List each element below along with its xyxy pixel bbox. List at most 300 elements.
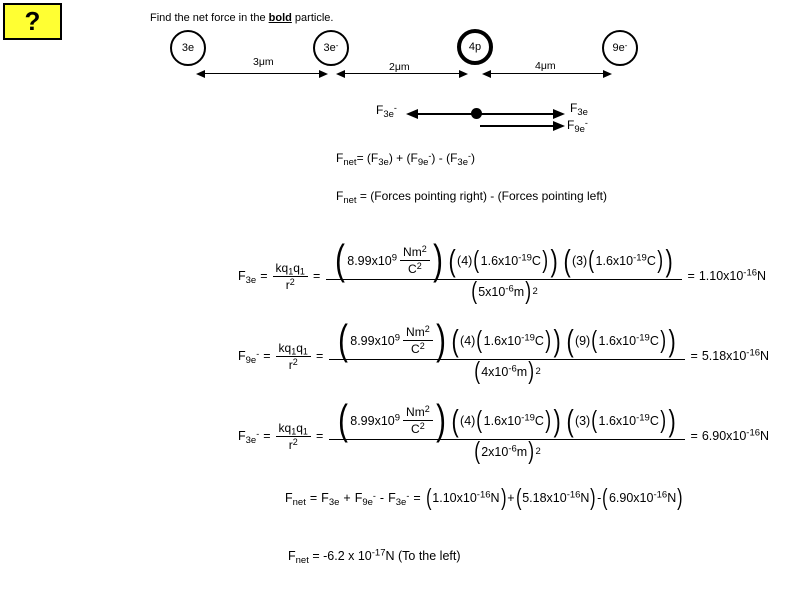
value-2 (522, 491, 589, 505)
e-exponent: -19 (521, 412, 535, 424)
e-mantissa: 1.6x10 (483, 333, 522, 348)
kq: kq (275, 260, 289, 275)
arrowhead-right-icon (553, 109, 565, 119)
coulomb-unit: C (531, 253, 541, 268)
equals-sign: = (315, 349, 324, 363)
e-exponent: -19 (521, 332, 535, 344)
meter-unit: m (516, 444, 528, 459)
coulomb-equation-f3e-minus (238, 396, 769, 476)
q: q (296, 340, 303, 355)
r: r (285, 277, 290, 292)
close-paren: ) (435, 396, 446, 444)
problem-title (150, 12, 333, 24)
coulomb-constant-term (333, 236, 444, 284)
lhs-force (238, 349, 260, 366)
coulomb-unit: C (649, 333, 659, 348)
C: C (408, 262, 417, 277)
force-symbol: F (370, 151, 379, 165)
charge-count: (4) (460, 333, 476, 348)
exponent-2: 2 (419, 341, 425, 352)
close-paren: ) (668, 322, 676, 358)
open-paren: ( (563, 242, 571, 278)
open-paren: ( (591, 405, 598, 434)
q: q (296, 420, 303, 435)
exponent: -16 (566, 489, 581, 501)
r-squared-denominator (289, 437, 298, 452)
equation-text: = (Forces pointing right) - (Forces pointing left) (356, 189, 607, 203)
result-exponent: -16 (743, 267, 758, 279)
k-mantissa: 8.99x10 (350, 333, 395, 348)
close-paren: ) (553, 322, 562, 358)
title-bold-word: bold (268, 12, 292, 24)
distance-value (478, 285, 524, 299)
open-paren: ( (425, 484, 432, 511)
net-force-equation-words (336, 189, 607, 206)
result-mantissa: 5.18x10 (701, 349, 747, 363)
sub-1: 1 (291, 426, 297, 436)
newton-unit: N (760, 429, 770, 443)
fraction-denominator: ( $5x10^{-6}m$ ) 2 (471, 277, 538, 306)
distance-value (481, 445, 527, 459)
particle-symbol: 3e (323, 42, 336, 54)
force-subscript: 9e (417, 157, 429, 168)
newton-unit: N (490, 491, 500, 505)
fraction-denominator: ( $4x10^{-6}m$ ) 2 (474, 357, 541, 386)
newton-meter-squared (400, 245, 430, 261)
close-paren: ) (528, 437, 535, 466)
e-mantissa: 1.6x10 (598, 333, 637, 348)
close-paren: ) (553, 402, 562, 438)
equals-sign: = (260, 269, 268, 283)
plus-sign: + (343, 491, 351, 505)
e-exponent: -19 (636, 412, 650, 424)
distance-arrow-2um (336, 69, 468, 78)
force-symbol: F (288, 549, 296, 563)
particle-dot (471, 108, 482, 119)
r: r (288, 437, 293, 452)
charge-count: (3) (571, 253, 588, 268)
force-symbol: F (570, 101, 578, 115)
fraction-numerator (326, 236, 681, 284)
elementary-charge (599, 334, 659, 348)
newton-unit: N (760, 349, 770, 363)
coulomb-squared (411, 421, 425, 436)
newton-unit: N (580, 491, 590, 505)
C: C (411, 342, 420, 357)
distance-arrow-4um (482, 69, 612, 78)
minus-sign: - (379, 491, 385, 505)
answer-value: = -6.2 x 10 (308, 549, 372, 563)
k-exponent: 9 (391, 252, 398, 264)
k-units-fraction (403, 405, 433, 436)
force-subscript: net (295, 555, 309, 566)
force-symbol: F (354, 491, 363, 505)
force-charge-sign: - (584, 118, 588, 128)
arrowhead-right-icon (459, 70, 468, 78)
kq1q1-numerator (276, 341, 311, 357)
force-charge-sign: - (372, 491, 376, 501)
k-value (347, 254, 397, 268)
elementary-charge (481, 254, 541, 268)
operator-text: ) (471, 151, 475, 165)
open-paren: ( (588, 245, 595, 274)
result-exponent: -16 (746, 347, 761, 359)
answer-unit-direction: N (To the left) (385, 549, 461, 563)
mantissa: 1.10x10 (432, 491, 477, 505)
particle-3e-minus (313, 30, 349, 66)
close-paren: ) (665, 242, 673, 278)
elementary-charge (484, 414, 544, 428)
charge-count: (9) (574, 333, 591, 348)
force-subscript: 3e (383, 109, 394, 120)
force-symbol: F (238, 269, 246, 283)
equals-sign: = (690, 429, 698, 443)
force-charge-sign: - (406, 491, 410, 501)
exponent-2: 2 (424, 404, 430, 415)
open-paren: ( (515, 484, 522, 511)
force-symbol: F (450, 151, 458, 165)
operator-text: ) + ( (388, 151, 411, 165)
force-label-f3e-minus (376, 103, 397, 120)
arrowhead-right-icon (319, 70, 328, 78)
close-paren: ) (525, 277, 532, 306)
force-charge-sign: - (428, 151, 432, 161)
sub-1: 1 (302, 346, 308, 356)
e-exponent: -19 (633, 252, 647, 264)
newton-unit: N (757, 269, 767, 283)
f9e-term (354, 491, 376, 508)
fraction-denominator: ( $2x10^{-6}m$ ) 2 (474, 437, 541, 466)
force-subscript: 3e (577, 107, 588, 118)
open-paren: ( (338, 316, 349, 364)
help-button[interactable] (3, 3, 62, 40)
elementary-charge (596, 254, 656, 268)
value-1 (432, 491, 499, 505)
close-paren: ) (432, 236, 443, 284)
open-paren: ( (338, 396, 349, 444)
result-value (702, 349, 769, 363)
close-paren: ) (545, 325, 552, 354)
lhs-force (238, 269, 257, 286)
close-paren: ) (660, 325, 666, 354)
particle-4p-bold (457, 29, 493, 65)
e-mantissa: 1.6x10 (595, 253, 634, 268)
coulomb-squared (411, 341, 425, 356)
plus-sign: + (507, 491, 515, 505)
force-subscript: 3e (245, 435, 257, 446)
fnet-symbol: F (336, 189, 344, 203)
distance-exponent: -6 (508, 443, 517, 455)
result-mantissa: 1.10x10 (698, 269, 744, 283)
close-paren: ) (500, 484, 507, 511)
force-arrow-right-bottom (480, 120, 565, 132)
force-subscript: 3e (328, 497, 340, 508)
coulomb-unit: C (534, 333, 544, 348)
lhs-force (238, 429, 260, 446)
open-paren: ( (602, 484, 608, 511)
open-paren: ( (474, 357, 480, 386)
numeric-fraction (329, 316, 684, 389)
Nm: Nm (406, 325, 425, 340)
numeric-fraction (326, 236, 681, 309)
C: C (411, 422, 420, 437)
charge1-term (447, 242, 560, 278)
particle-symbol: 4p (468, 41, 482, 53)
distance-arrow-3um (196, 69, 328, 78)
k-mantissa: 8.99x10 (347, 253, 392, 268)
fnet-term (285, 491, 306, 508)
close-paren: ) (550, 242, 559, 278)
e-mantissa: 1.6x10 (480, 253, 519, 268)
e-exponent: -19 (518, 252, 532, 264)
particle-label (182, 42, 194, 54)
fnet-subscript: net (343, 157, 357, 168)
e-exponent: -19 (636, 332, 650, 344)
k-value (350, 414, 400, 428)
force-subscript: 9e (245, 355, 257, 366)
force-symbol: F (321, 491, 329, 505)
k-units-fraction (403, 325, 433, 356)
particle-label (469, 41, 481, 53)
close-paren: ) (668, 402, 676, 438)
force-subscript: 9e (362, 497, 373, 508)
equals-sign: = (263, 429, 271, 443)
arrow-line (342, 73, 462, 74)
open-paren: ( (451, 322, 459, 358)
charge-sign: - (335, 41, 339, 50)
particle-symbol: 9e (612, 42, 625, 54)
arrow-line (416, 113, 478, 115)
force-symbol: F (238, 429, 246, 443)
charge1-term (450, 402, 563, 438)
distance-label-3um: 3μm (253, 56, 274, 68)
coulomb-equation-f9e-minus (238, 316, 769, 396)
equals-sign: = (413, 491, 421, 505)
force-subscript: 9e (574, 124, 585, 135)
meter-unit: m (513, 284, 525, 299)
coulomb-unit: C (649, 413, 659, 428)
force-symbol: F (410, 151, 418, 165)
k-value (350, 334, 400, 348)
force-subscript: 3e (395, 497, 407, 508)
close-paren: ) (660, 405, 666, 434)
result-value (699, 269, 766, 283)
operator-text: = ( (356, 151, 371, 165)
sub-1: 1 (288, 266, 294, 276)
force-charge-sign: - (468, 151, 471, 161)
operator-text: ) - ( (431, 151, 451, 165)
e-mantissa: 1.6x10 (483, 413, 522, 428)
open-paren: ( (476, 405, 483, 434)
force-symbol: F (567, 118, 575, 132)
answer-exponent: -17 (371, 547, 386, 559)
f3e-term (321, 491, 340, 508)
force-symbol: F (285, 491, 293, 505)
kq: kq (278, 420, 292, 435)
k-exponent: 9 (394, 412, 401, 424)
title-suffix: particle. (291, 12, 334, 24)
exponent-2: 2 (289, 276, 295, 287)
fraction-numerator (329, 396, 684, 444)
equals-sign: = (309, 491, 318, 505)
Nm: Nm (403, 245, 422, 260)
equals-sign: = (312, 269, 321, 283)
kq1q1-numerator (276, 421, 311, 437)
coulomb-constant-term (336, 316, 447, 364)
close-paren: ) (590, 484, 596, 511)
force-label-f9e-minus (567, 118, 588, 135)
r-squared-denominator (289, 357, 298, 372)
force-subscript: net (292, 497, 306, 508)
arrow-line (477, 113, 555, 115)
exponent-2: 2 (424, 324, 430, 335)
coulomb-unit: C (534, 413, 544, 428)
particle-symbol: 3e (181, 42, 195, 54)
force-label-f3e (570, 101, 588, 118)
charge2-term (562, 242, 675, 278)
mantissa: 5.18x10 (522, 491, 567, 505)
k-exponent: 9 (394, 332, 401, 344)
f3e-minus-term (388, 491, 410, 508)
exponent: -16 (653, 489, 668, 501)
distance-exponent: -6 (505, 283, 514, 295)
distance-mantissa: 5x10 (478, 284, 506, 299)
particle-9e-minus (602, 30, 638, 66)
arrow-line (480, 125, 555, 127)
open-paren: ( (566, 322, 574, 358)
charge2-term (565, 322, 678, 358)
kq1q1-numerator (273, 261, 308, 277)
coulomb-law-fraction (276, 421, 311, 452)
title-prefix: Find the net force in the (150, 12, 269, 24)
r-squared-denominator (286, 277, 295, 292)
open-paren: ( (471, 277, 477, 306)
open-paren: ( (335, 236, 346, 284)
open-paren: ( (591, 325, 598, 354)
particle-3e (170, 30, 206, 66)
coulomb-equation-f3e (238, 236, 766, 316)
e-mantissa: 1.6x10 (598, 413, 637, 428)
exponent: -16 (476, 489, 491, 501)
open-paren: ( (451, 402, 459, 438)
newton-meter-squared (403, 405, 433, 421)
minus-sign: - (597, 491, 602, 505)
force-symbol: F (388, 491, 396, 505)
force-subscript: 3e (245, 275, 257, 286)
force-subscript: 3e (378, 157, 389, 168)
charge1-term (450, 322, 563, 358)
open-paren: ( (566, 402, 574, 438)
coulomb-constant-term (336, 396, 447, 444)
arrow-line (488, 73, 606, 74)
distance-value (481, 365, 527, 379)
distance-mantissa: 4x10 (481, 364, 509, 379)
charge-count: (4) (457, 253, 473, 268)
result-value (702, 429, 769, 443)
force-subscript: 3e (457, 157, 468, 168)
net-force-equation-symbolic (336, 151, 475, 168)
mantissa: 6.90x10 (608, 491, 654, 505)
arrowhead-right-icon (603, 70, 612, 78)
coulomb-squared (408, 261, 422, 276)
close-paren: ) (545, 405, 552, 434)
distance-mantissa: 2x10 (481, 444, 509, 459)
Nm: Nm (406, 405, 425, 420)
equals-sign: = (263, 349, 271, 363)
close-paren: ) (542, 245, 549, 274)
open-paren: ( (474, 437, 480, 466)
question-mark-icon: ? (24, 6, 41, 36)
newton-unit: N (667, 491, 677, 505)
close-paren: ) (435, 316, 446, 364)
exponent-2: 2 (292, 436, 298, 447)
force-arrow-right-top (477, 108, 565, 120)
open-paren: ( (476, 325, 483, 354)
arrow-line (202, 73, 322, 74)
particle-label (324, 42, 339, 54)
force-charge-sign: - (256, 429, 260, 439)
close-paren: ) (677, 484, 683, 511)
sub-1: 1 (302, 426, 308, 436)
k-units-fraction (400, 245, 430, 276)
q: q (293, 260, 300, 275)
equals-sign: = (687, 269, 695, 283)
distance-label-2um: 2μm (389, 61, 410, 73)
arrowhead-right-icon (553, 121, 565, 131)
open-paren: ( (473, 245, 480, 274)
sub-1: 1 (291, 346, 297, 356)
fnet-subscript: net (343, 195, 357, 206)
coulomb-unit: C (646, 253, 656, 268)
force-charge-sign: - (393, 103, 397, 113)
equals-sign: = (315, 429, 324, 443)
final-answer (288, 547, 461, 566)
fnet-symbol: F (336, 151, 344, 165)
r: r (288, 357, 293, 372)
distance-exponent: -6 (508, 363, 517, 375)
open-paren: ( (448, 242, 456, 278)
meter-unit: m (516, 364, 528, 379)
elementary-charge (599, 414, 659, 428)
force-arrow-left (406, 108, 478, 120)
close-paren: ) (528, 357, 535, 386)
numeric-fraction (329, 396, 684, 469)
net-force-sum-equation (285, 483, 684, 513)
force-symbol: F (238, 349, 246, 363)
newton-meter-squared (403, 325, 433, 341)
exponent-2: 2 (416, 261, 422, 272)
sub-1: 1 (299, 266, 305, 276)
exponent-2: 2 (292, 356, 298, 367)
close-paren: ) (657, 245, 663, 274)
force-symbol: F (376, 103, 384, 117)
k-mantissa: 8.99x10 (350, 413, 395, 428)
exponent-2: 2 (419, 421, 425, 432)
kq: kq (278, 340, 292, 355)
value-3 (609, 491, 676, 505)
charge-count: (3) (574, 413, 591, 428)
charge2-term (565, 402, 678, 438)
exponent-2: 2 (421, 244, 427, 255)
result-exponent: -16 (746, 427, 761, 439)
result-mantissa: 6.90x10 (701, 429, 747, 443)
particle-label (613, 42, 628, 54)
elementary-charge (484, 334, 544, 348)
fraction-numerator (329, 316, 684, 364)
equals-sign: = (690, 349, 698, 363)
charge-count: (4) (460, 413, 476, 428)
coulomb-law-fraction (276, 341, 311, 372)
